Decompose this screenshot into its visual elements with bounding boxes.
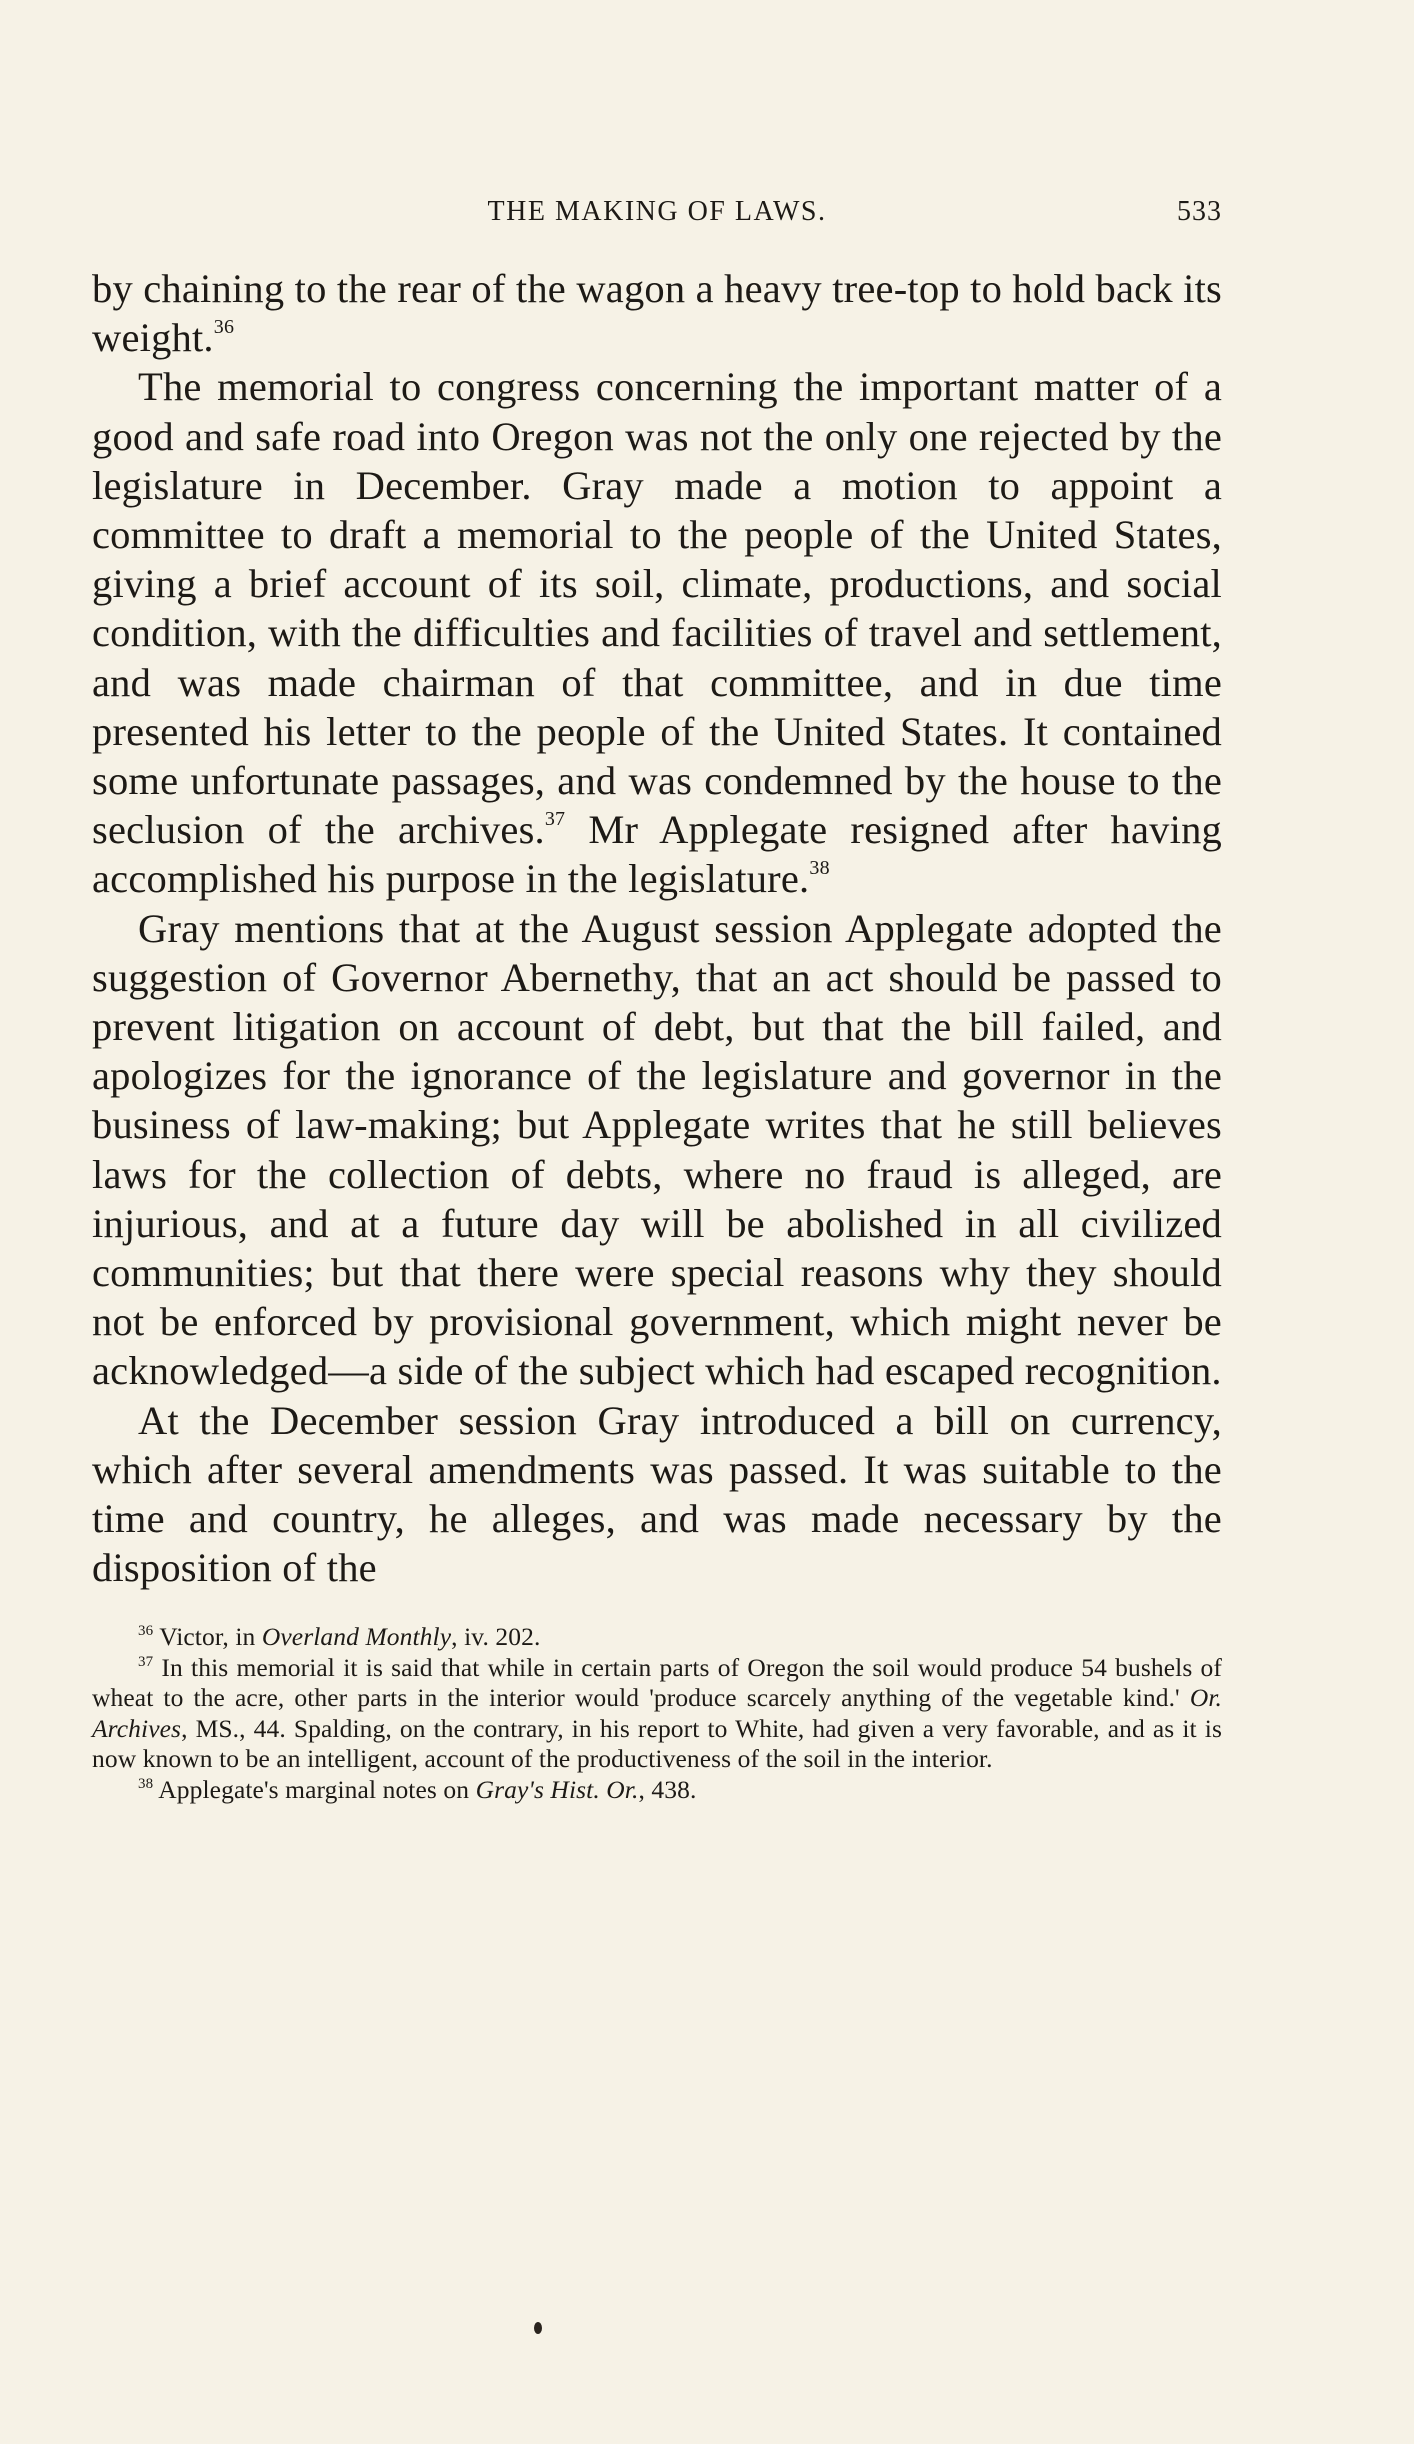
footnote-37-tail: , MS., 44. Spalding, on the contrary, in his report to White, had given a very favorable, and as it is now known to be an intelligent, account of the productiveness of the soil in the interior.	[92, 1713, 1222, 1774]
footnote-36-tail: , iv. 202.	[451, 1622, 541, 1652]
footnote-marker-37: 37	[138, 1653, 154, 1670]
paragraph-2-part-1: The memorial to congress concerning the important matter of a good and safe road into Oregon was not the only one rejected by the legislature in December. Gray made a motion to appoint a committee to draft a memorial to the people of the United States, giving a brief account of its soil, climate, productions, and social condition, with the difficulties and facilities of travel and settlement, and was made chairman of that committee, and in due time presented his letter to the people of the United States. It contained some unfortunate passages, and was condemned by the house to the seclusion of the archives.	[92, 364, 1222, 853]
footnote-36-lead: Victor, in	[153, 1622, 262, 1652]
footnote-38-lead: Applegate's marginal notes on	[153, 1774, 476, 1804]
ink-mark	[534, 2322, 542, 2334]
footnote-ref-37: 37	[544, 808, 566, 831]
footnote-37	[92, 1653, 1222, 1775]
footnote-marker-38: 38	[138, 1775, 154, 1792]
paragraph-1	[92, 264, 1222, 362]
running-head	[92, 196, 1222, 236]
footnote-marker-36: 36	[138, 1623, 154, 1640]
footnote-ref-36: 36	[213, 316, 235, 339]
footnote-37-source: Or. Archives	[92, 1683, 1222, 1743]
paragraph-4: At the December session Gray introduced a bill on currency, which after several amendments was passed. It was suitable to the time and country, he alleges, and was made necessary by the disposition of the	[92, 1397, 1222, 1591]
paragraph-2-part-2: Mr Applegate resigned after having accomplished his purpose in the legislature.	[92, 807, 1222, 902]
footnote-36-title: Overland Monthly	[261, 1622, 452, 1652]
paragraph-2	[92, 362, 1222, 903]
footnote-ref-38: 38	[809, 857, 830, 880]
running-title: THE MAKING OF LAWS.	[487, 196, 827, 227]
footnote-38-source: Gray's Hist. Or.	[475, 1774, 639, 1804]
footnote-37-lead: In this memorial it is said that while in certain parts of Oregon the soil would produce 54 bushels of wheat to the acre, other parts in the interior would 'produce scarcely anything of the vegetable kind.'	[92, 1652, 1222, 1713]
page-number: 533	[1177, 196, 1222, 227]
paragraph-1-text: by chaining to the rear of the wagon a heavy tree-top to hold back its weight.	[92, 266, 1222, 361]
footnote-38-tail: , 438.	[638, 1774, 697, 1804]
body-text	[92, 264, 1222, 1592]
footnote-38	[92, 1775, 1222, 1806]
footnotes	[92, 1622, 1222, 1805]
book-page	[92, 196, 1222, 1805]
footnote-36	[92, 1622, 1222, 1653]
paragraph-3: Gray mentions that at the August session Applegate adopted the suggestion of Governor Abernethy, that an act should be passed to prevent litigation on account of debt, but that the bill failed, and apologizes for the ignorance of the legislature and governor in the business of law-making; but Applegate writes that he still believes laws for the collection of debts, where no fraud is alleged, are injurious, and at a future day will be abolished in all civilized communities; but that there were special reasons why they should not be enforced by provisional government, which might never be acknowledged—a side of the subject which had escaped recognition.	[92, 905, 1222, 1394]
